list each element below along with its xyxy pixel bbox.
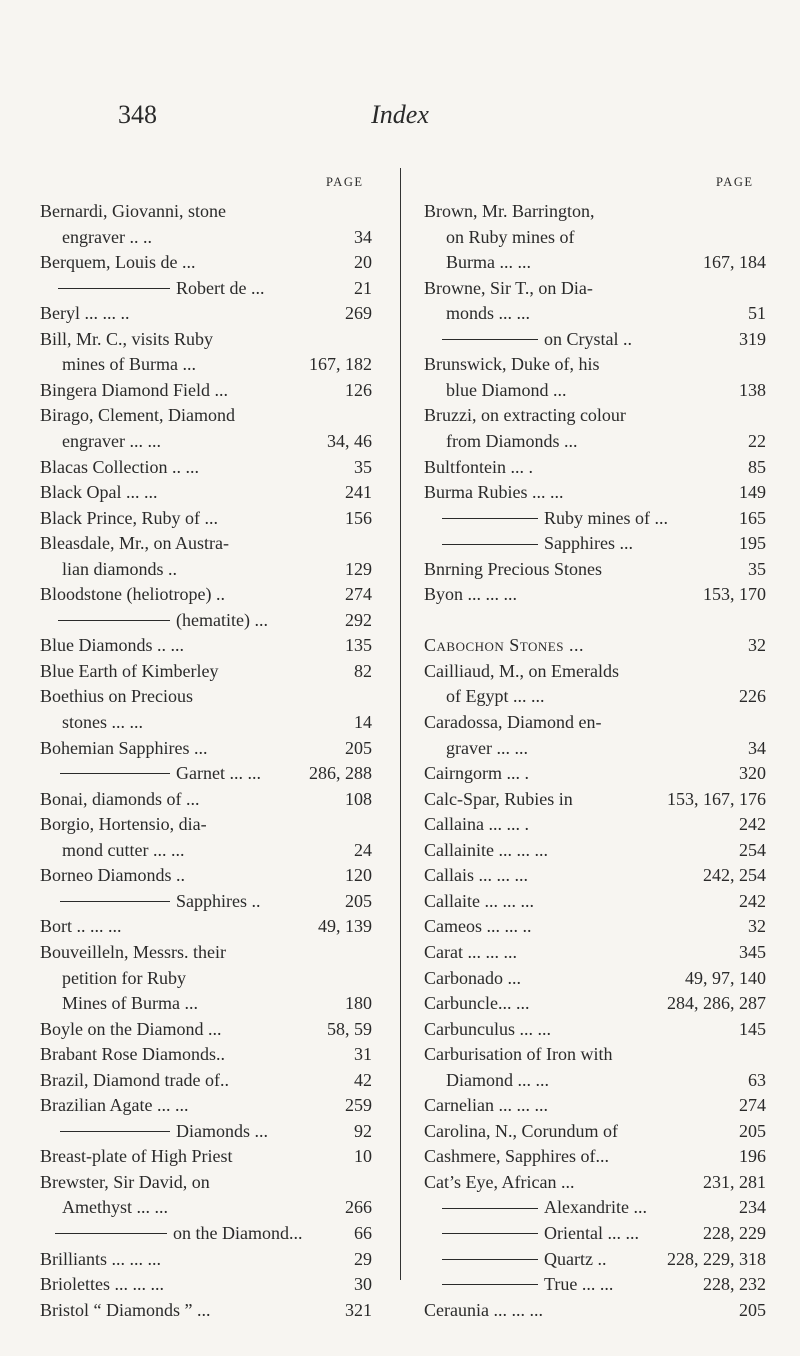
entry-label: blue Diamond ... xyxy=(446,379,567,400)
entry-label: Bernardi, Giovanni, stone xyxy=(40,201,226,221)
entry-text xyxy=(424,1016,551,1042)
entry-label: Breast-plate of High Priest xyxy=(40,1146,233,1167)
ditto-dash xyxy=(442,1284,538,1285)
entry-text xyxy=(424,888,534,914)
entry-label: lian diamonds .. xyxy=(62,558,177,579)
index-entry xyxy=(0,735,800,761)
index-entry xyxy=(0,275,800,301)
entry-label: Byon ... ... ... xyxy=(424,584,518,605)
index-entry xyxy=(0,888,800,914)
entry-pages: 242 xyxy=(739,890,766,911)
index-entry xyxy=(0,837,800,863)
index-entry xyxy=(0,760,800,786)
entry-text xyxy=(446,300,530,326)
index-entry xyxy=(0,454,800,480)
entry-label: Browne, Sir T., on Dia- xyxy=(424,277,593,298)
entry-label: Birago, Clement, Diamond xyxy=(40,405,235,426)
entry-label: Caradossa, Diamond en- xyxy=(424,712,602,732)
entry-pages: 129 xyxy=(345,558,372,579)
entry-text xyxy=(424,939,517,965)
index-entry xyxy=(0,249,800,275)
entry-label: Alexandrite ... xyxy=(544,1197,647,1218)
entry-pages: 108 xyxy=(345,788,372,809)
entry-pages: 92 xyxy=(354,1120,372,1141)
entry-pages: 66 xyxy=(354,1223,372,1243)
left-page-column-label: PAGE xyxy=(326,175,364,189)
entry-label: Oriental ... ... xyxy=(544,1223,639,1243)
entry-text xyxy=(446,735,528,761)
ditto-dash xyxy=(442,1259,538,1260)
entry-label: Boyle on the Diamond ... xyxy=(40,1018,222,1039)
entry-pages: 167, 184 xyxy=(703,252,766,273)
ditto-dash xyxy=(442,339,538,340)
entry-label: Briolettes ... ... ... xyxy=(40,1274,164,1295)
entry-pages: 35 xyxy=(748,558,766,579)
entry-pages: 226 xyxy=(739,686,766,707)
entry-label: Bleasdale, Mr., on Austra- xyxy=(40,533,229,554)
entry-label: Callaite ... ... ... xyxy=(424,890,534,911)
entry-label: Callainite ... ... ... xyxy=(424,839,548,860)
index-entry xyxy=(0,198,800,224)
entry-pages: 153, 170 xyxy=(703,584,766,605)
entry-text xyxy=(424,1143,609,1169)
entry-pages: 14 xyxy=(354,712,372,732)
entry-pages: 63 xyxy=(748,1069,766,1090)
index-entry xyxy=(0,1271,800,1297)
entry-pages: 135 xyxy=(345,635,372,656)
entry-label: Carburisation of Iron with xyxy=(424,1044,613,1065)
entry-label: Diamonds ... xyxy=(176,1120,268,1141)
entry-pages: 292 xyxy=(345,609,372,630)
index-entry xyxy=(0,709,800,735)
entry-text xyxy=(424,402,626,428)
entry-label: engraver .. .. xyxy=(62,226,152,247)
entry-pages: 205 xyxy=(345,890,372,911)
entry-pages: 205 xyxy=(739,1299,766,1320)
entry-pages: 24 xyxy=(354,839,372,860)
entry-pages: 320 xyxy=(739,763,766,784)
entry-pages: 31 xyxy=(354,1044,372,1065)
entry-label: Brabant Rose Diamonds.. xyxy=(40,1044,225,1065)
entry-pages: 205 xyxy=(345,737,372,758)
entry-label: engraver ... ... xyxy=(62,430,161,451)
entry-text xyxy=(442,530,633,556)
entry-text xyxy=(446,428,577,454)
entry-label: True ... ... xyxy=(544,1274,614,1295)
entry-pages: 35 xyxy=(354,456,372,477)
entry-text xyxy=(424,760,529,786)
entry-text xyxy=(424,1041,612,1067)
entry-text xyxy=(446,249,531,275)
entry-label: Bloodstone (heliotrope) .. xyxy=(40,584,225,605)
entry-label: Beryl ... ... .. xyxy=(40,303,130,324)
index-entry xyxy=(0,581,800,607)
entry-pages: 85 xyxy=(748,456,766,477)
entry-text xyxy=(424,811,529,837)
ditto-dash xyxy=(442,544,538,545)
entry-label: Calc-Spar, Rubies in xyxy=(424,788,573,809)
entry-text xyxy=(446,377,566,403)
entry-text xyxy=(424,658,619,684)
entry-text xyxy=(424,556,602,582)
entry-text xyxy=(424,1092,548,1118)
entry-label: Blacas Collection .. ... xyxy=(40,456,199,477)
entry-pages: 286, 288 xyxy=(309,763,372,784)
index-entry xyxy=(0,1194,800,1220)
entry-pages: 126 xyxy=(345,379,372,400)
index-entry xyxy=(0,505,800,531)
entry-label: stones ... ... xyxy=(62,712,143,732)
entry-text xyxy=(424,965,521,991)
entry-text xyxy=(424,632,584,658)
index-entry xyxy=(0,1041,800,1067)
index-entry xyxy=(0,1297,800,1323)
index-entry xyxy=(0,326,800,352)
entry-pages: 242 xyxy=(739,814,766,835)
entry-label: Ceraunia ... ... ... xyxy=(424,1299,543,1320)
entry-label: Bultfontein ... . xyxy=(424,456,533,477)
entry-label: Black Opal ... ... xyxy=(40,482,158,503)
entry-label: Brazil, Diamond trade of.. xyxy=(40,1069,229,1090)
entry-label: Borgio, Hortensio, dia- xyxy=(40,814,207,835)
entry-pages: 228, 229 xyxy=(703,1223,766,1243)
entry-pages: 284, 286, 287 xyxy=(667,993,766,1014)
entry-text xyxy=(424,709,601,735)
entry-text xyxy=(442,1246,606,1272)
entry-pages: 274 xyxy=(739,1095,766,1116)
entry-text xyxy=(424,913,532,939)
entry-pages: 231, 281 xyxy=(703,1171,766,1192)
entry-label: on the Diamond... xyxy=(173,1223,303,1243)
entry-label: Bohemian Sapphires ... xyxy=(40,737,208,758)
index-entry xyxy=(0,1246,800,1272)
entry-text xyxy=(424,1169,574,1195)
index-entry xyxy=(0,1067,800,1093)
index-entry xyxy=(0,1169,800,1195)
entry-label: Brilliants ... ... ... xyxy=(40,1248,161,1269)
index-entry xyxy=(0,990,800,1016)
entry-pages: 138 xyxy=(739,379,766,400)
index-entry xyxy=(0,658,800,684)
index-entry xyxy=(0,402,800,428)
entry-label: Carolina, N., Corundum of xyxy=(424,1120,618,1141)
entry-label: Cashmere, Sapphires of... xyxy=(424,1146,609,1167)
entry-pages: 34 xyxy=(354,226,372,247)
entry-text xyxy=(442,1220,639,1246)
entry-label: Blue Diamonds .. ... xyxy=(40,635,184,656)
entry-pages: 49, 97, 140 xyxy=(685,967,766,988)
entry-label: Blue Earth of Kimberley xyxy=(40,660,219,681)
entry-label: Cabochon Stones ... xyxy=(424,635,584,656)
entry-text xyxy=(424,837,548,863)
index-entry xyxy=(0,939,800,965)
entry-pages: 266 xyxy=(345,1197,372,1218)
index-entry xyxy=(0,811,800,837)
entry-label: on Ruby mines of xyxy=(446,226,575,247)
entry-pages: 10 xyxy=(354,1146,372,1167)
entry-pages: 195 xyxy=(739,533,766,554)
entry-label: Brown, Mr. Barrington, xyxy=(424,201,595,221)
entry-pages: 120 xyxy=(345,865,372,886)
entry-label: Callais ... ... ... xyxy=(424,865,528,886)
entry-label: Burma ... ... xyxy=(446,252,531,273)
entry-pages: 32 xyxy=(748,916,766,937)
entry-text xyxy=(424,581,517,607)
entry-text xyxy=(424,862,528,888)
entry-label: Cairngorm ... . xyxy=(424,763,529,784)
page-number: 348 xyxy=(118,100,157,129)
entry-label: Bill, Mr. C., visits Ruby xyxy=(40,328,214,349)
entry-pages: 269 xyxy=(345,303,372,324)
entry-label: Carnelian ... ... ... xyxy=(424,1095,548,1116)
entry-pages: 234 xyxy=(739,1197,766,1218)
entry-text xyxy=(424,454,533,480)
entry-pages: 34 xyxy=(748,737,766,758)
entry-text xyxy=(424,786,573,812)
entry-pages: 205 xyxy=(739,1120,766,1141)
entry-text xyxy=(424,1297,543,1323)
entry-label: Bort .. ... ... xyxy=(40,916,122,937)
index-entry xyxy=(0,556,800,582)
index-entry xyxy=(0,1118,800,1144)
index-entry xyxy=(0,530,800,556)
entry-label: Bouveilleln, Messrs. their xyxy=(40,941,226,962)
entry-pages: 228, 232 xyxy=(703,1274,766,1295)
entry-label: Carat ... ... ... xyxy=(424,941,517,962)
entry-pages: 49, 139 xyxy=(318,916,372,937)
entry-pages: 274 xyxy=(345,584,372,605)
entry-pages: 321 xyxy=(345,1299,372,1320)
entry-label: Cat’s Eye, African ... xyxy=(424,1171,575,1192)
entry-pages: 22 xyxy=(748,430,766,451)
index-entry xyxy=(0,862,800,888)
entry-label: Boethius on Precious xyxy=(40,686,193,707)
entry-pages: 156 xyxy=(345,507,372,528)
entry-text xyxy=(424,275,593,301)
entry-label: Brunswick, Duke of, his xyxy=(424,354,600,375)
entry-pages: 29 xyxy=(354,1248,372,1269)
entry-pages: 34, 46 xyxy=(327,430,372,451)
entry-label: on Crystal .. xyxy=(544,328,632,349)
entry-label: Borneo Diamonds .. xyxy=(40,865,185,886)
entry-pages: 20 xyxy=(354,252,372,273)
entry-text xyxy=(442,505,668,531)
entry-label: from Diamonds ... xyxy=(446,430,578,451)
entry-pages: 196 xyxy=(739,1146,766,1167)
entry-label: mines of Burma ... xyxy=(62,354,196,375)
entry-pages: 165 xyxy=(739,507,766,528)
entry-pages: 345 xyxy=(739,941,766,962)
index-entry xyxy=(0,479,800,505)
entry-text xyxy=(446,1067,549,1093)
index-entry xyxy=(0,786,800,812)
entry-label: Quartz .. xyxy=(544,1248,607,1269)
entry-pages: 21 xyxy=(354,277,372,298)
entry-label: Sapphires .. xyxy=(176,890,261,911)
entry-pages: 58, 59 xyxy=(327,1018,372,1039)
right-page-column-label: PAGE xyxy=(716,175,754,189)
entry-label: Cameos ... ... .. xyxy=(424,916,532,937)
entry-label: graver ... ... xyxy=(446,737,528,758)
entry-label: Bingera Diamond Field ... xyxy=(40,379,228,400)
entry-pages: 30 xyxy=(354,1274,372,1295)
entry-pages: 242, 254 xyxy=(703,865,766,886)
entry-text xyxy=(424,990,529,1016)
index-entry xyxy=(0,683,800,709)
entry-label: Carbuncle... ... xyxy=(424,993,530,1014)
index-entry xyxy=(0,632,800,658)
entry-pages: 149 xyxy=(739,482,766,503)
index-entry xyxy=(0,428,800,454)
entry-label: of Egypt ... ... xyxy=(446,686,545,707)
entry-text xyxy=(442,1271,613,1297)
entry-pages: 180 xyxy=(345,993,372,1014)
index-entry xyxy=(0,1220,800,1246)
entry-label: Burma Rubies ... ... xyxy=(424,482,564,503)
entry-label: Bnrning Precious Stones xyxy=(424,558,602,579)
entry-label: Brewster, Sir David, on xyxy=(40,1171,210,1192)
entry-text xyxy=(424,1118,618,1144)
entry-text xyxy=(424,479,564,505)
entry-text xyxy=(446,683,545,709)
entry-label: Cailliaud, M., on Emeralds xyxy=(424,660,619,681)
entry-label: Black Prince, Ruby of ... xyxy=(40,507,218,528)
entry-label: monds ... ... xyxy=(446,303,531,324)
entry-pages: 228, 229, 318 xyxy=(667,1248,766,1269)
ditto-dash xyxy=(442,1208,538,1209)
index-entry xyxy=(0,1016,800,1042)
index-entry xyxy=(0,351,800,377)
entry-label: Bruzzi, on extracting colour xyxy=(424,405,626,426)
index-entry xyxy=(0,1092,800,1118)
entry-pages: 82 xyxy=(354,660,372,681)
index-entry xyxy=(0,1143,800,1169)
entry-pages: 145 xyxy=(739,1018,766,1039)
ditto-dash xyxy=(442,518,538,519)
entry-pages: 167, 182 xyxy=(309,354,372,375)
page-title: Index xyxy=(371,100,429,129)
index-entry xyxy=(0,224,800,250)
entry-label: (hematite) ... xyxy=(176,609,268,630)
entry-label: Berquem, Louis de ... xyxy=(40,252,196,273)
entry-pages: 32 xyxy=(748,635,766,656)
entry-label: Robert de ... xyxy=(176,277,265,298)
entry-label: Garnet ... ... xyxy=(176,763,261,784)
entry-text xyxy=(424,198,595,224)
entry-label: Ruby mines of ... xyxy=(544,507,668,528)
entry-text xyxy=(442,326,632,352)
index-entry xyxy=(0,913,800,939)
entry-label: mond cutter ... ... xyxy=(62,839,185,860)
index-entry xyxy=(0,377,800,403)
entry-label: Carbonado ... xyxy=(424,967,521,988)
entry-pages: 254 xyxy=(739,839,766,860)
entry-label: petition for Ruby xyxy=(62,967,186,988)
entry-label: Callaina ... ... . xyxy=(424,814,529,835)
entry-label: Brazilian Agate ... ... xyxy=(40,1095,189,1116)
entry-label: Bristol “ Diamonds ” ... xyxy=(40,1299,211,1320)
entry-pages: 241 xyxy=(345,482,372,503)
entry-pages: 51 xyxy=(748,303,766,324)
index-entry xyxy=(0,607,800,633)
entry-pages: 259 xyxy=(345,1095,372,1116)
index-entry xyxy=(0,300,800,326)
entry-text xyxy=(442,1194,647,1220)
entry-label: Mines of Burma ... xyxy=(62,993,198,1014)
entry-text xyxy=(446,224,575,250)
entry-pages: 319 xyxy=(739,328,766,349)
entry-pages: 42 xyxy=(354,1069,372,1090)
entry-text xyxy=(424,351,599,377)
ditto-dash xyxy=(442,1233,538,1234)
entry-label: Sapphires ... xyxy=(544,533,633,554)
entry-label: Bonai, diamonds of ... xyxy=(40,788,200,809)
index-entry xyxy=(0,965,800,991)
entry-label: Diamond ... ... xyxy=(446,1069,549,1090)
entry-pages: 153, 167, 176 xyxy=(667,788,766,809)
entry-label: Carbunculus ... ... xyxy=(424,1018,551,1039)
entry-label: Amethyst ... ... xyxy=(62,1197,168,1218)
